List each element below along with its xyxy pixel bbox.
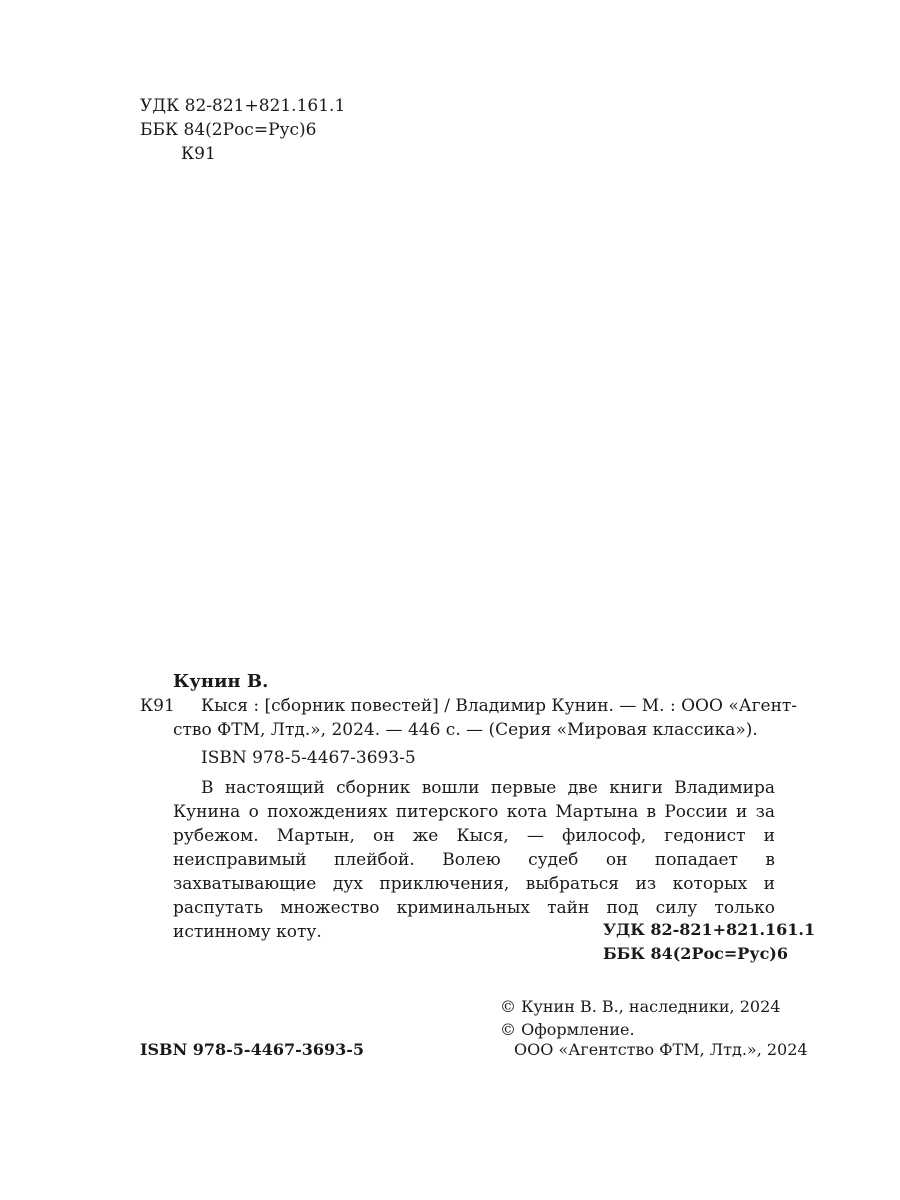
- copyright-publisher: ООО «Агентство ФТМ, Лтд.», 2024: [514, 1040, 808, 1059]
- bibliographic-line-2: ство ФТМ, Лтд.», 2024. — 446 с. — (Серия «Мировая классика»).: [173, 720, 758, 740]
- classification-bbk: ББК 84(2Рос=Рус)6: [603, 944, 789, 963]
- classification-udk: УДК 82-821+821.161.1: [603, 920, 816, 939]
- record-author-code: К91: [140, 696, 175, 716]
- footer-isbn: ISBN 978-5-4467-3693-5: [140, 1040, 365, 1059]
- header-bbk: ББК 84(2Рос=Рус)6: [140, 120, 317, 140]
- header-udk: УДК 82-821+821.161.1: [140, 96, 346, 116]
- bibliographic-line-1: Кыся : [сборник повестей] / Владимир Кунин. — М. : ООО «Агент-: [201, 696, 798, 716]
- author-name: Кунин В.: [173, 671, 269, 692]
- annotation-text: В настоящий сборник вошли первые две книги Владимира Кунина о похождениях питерского кота Мартына в России и за рубежом. Мартын, он же Кыся, — философ, гедонист и неисправимый плейбой. Волею судеб он попадает в захватывающие дух приключения, выбраться из которых и распутать множество криминальных тайн под силу только истинному коту.: [173, 778, 775, 942]
- record-isbn: ISBN 978-5-4467-3693-5: [201, 748, 416, 768]
- copyright-author: © Кунин В. В., наследники, 2024: [500, 997, 781, 1016]
- header-author-code: К91: [181, 144, 216, 164]
- copyright-design: © Оформление.: [500, 1020, 635, 1039]
